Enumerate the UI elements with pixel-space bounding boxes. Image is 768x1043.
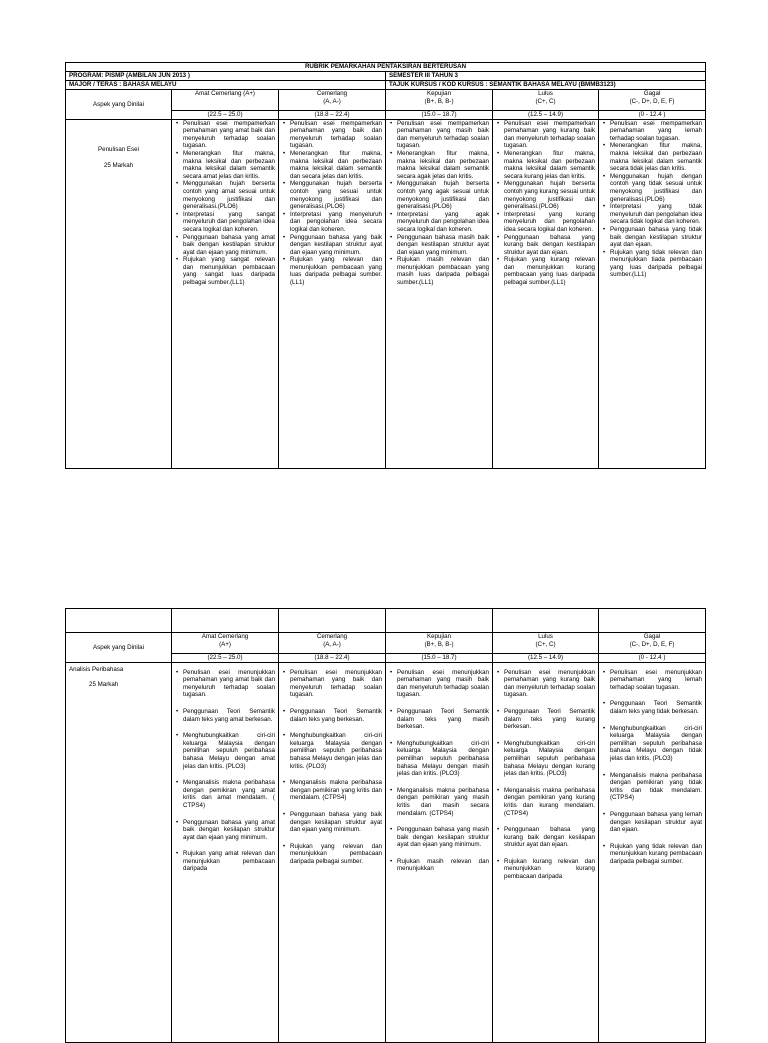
criterion-item: • Menghubungkaitkan ciri-ciri keluarga Malaysia dengan pemilihan sepuluh peribahasa bahasa Melayu dengan amat jelas dan kritis. (PLO3) [183,732,275,770]
criterion-item: • Penggunaan bahasa yang amat baik dengan kesilapan struktur ayat dan ejaan yang minimum. [183,819,275,842]
criterion-item: • Menghubungkaitkan ciri-ciri keluarga Malaysia dengan pemilihan sepuluh peribahasa bahasa Melayu dengan masih jelas dan kritis. (PLO3) [397,740,489,778]
rubric-table-1 [65,62,706,469]
criteria-cell [386,119,493,468]
criterion-item: • Menggunakan hujah berserta contoh yang agak sesuai untuk menyokong justifikasi dan generalisasi.(PLO6) [397,180,489,210]
criterion-item: • Menerangkan fitur makna, makna leksikal dan perbezaan makna leksikal dalam semantik dan secara jelas dan kritis. [290,150,382,180]
aspect-cell [66,662,172,1042]
criteria-list [175,669,275,873]
criterion-item: • Penggunaan Teori Semantik dalam teks yang berkesan. [290,708,382,723]
aspect-header: Aspek yang Dinilai [66,633,172,663]
criterion-item: • Penggunaan bahasa yang tidak baik dengan kestilapan struktur ayat dan ejaan. [610,226,702,249]
level-header: Gagal (C-, D+, D, E, F) [599,90,706,111]
criterion-item: • Penulisan esei mempamerkan pemahaman yang masih baik dan menyeluruh terhadap soalan tugasan. [397,120,489,150]
blank-cell [279,609,386,633]
criterion-item: • Menggunakan hujah berserta contoh yang amat sesuai untuk menyokong justifikasi dan generalisasi.(PLO6) [183,180,275,210]
criterion-item: • Rujukan yang relevan dan menunjukkan pembacaan daripada pelbagai sumber. [290,843,382,866]
criterion-item: • Penulisan esei menunjukkan pemahaman yang masih baik dan menyeluruh terhadap soalan tugasan. [397,669,489,699]
criterion-item: • Rujukan yang tidak relevan dan menunjukkan kurang pembacaan daripada pelbagai sumber. [610,843,702,866]
rubric-table-2 [65,608,706,1043]
criterion-item: • Penulisan esei menunjukkan pemahaman yang lemah terhadap soalan tugasan. [610,669,702,692]
blank-cell [66,609,172,633]
criterion-item: • Rujukan yang kurang relevan dan menunjukkan kurang pembacaan yang luas daripada pelbagai sumber.(LL1) [504,256,595,286]
criterion-item: • Rujukan kurang relevan dan menunjukkan kurang pembacaan daripada [504,858,595,881]
criterion-item: • Penulisan esei mempamerkan pemahaman yang amat baik dan menyeluruh terhadap soalan tugasan. [183,120,275,150]
level-header: Kepujian (B+, B, B-) [386,90,493,111]
score-range: (22.5 – 25.0) [172,111,279,120]
criterion-item: • Rujukan yang sangat relevan dan menunjukkan pembacaan yang sangat luas daripada pelbagai sumber.(LL1) [183,256,275,286]
criterion-item: • Rujukan yang relevan dan menunjukkan pembacaan yang luas daripada pelbagai sumber.(LL1) [290,256,382,286]
criterion-item: • Penggunaan Teori Semantik dalam teks yang amat berkesan. [183,708,275,723]
criteria-cell [279,119,386,468]
level-header: Amat Cemerlang (A+) [172,633,279,654]
criterion-item: • Penggunaan bahasa yang lemah dengan kesilapan struktur ayat dan ejaan. [610,811,702,834]
criteria-list [282,120,382,287]
criteria-list [175,120,275,287]
course-label: TAJUK KURSUS / KOD KURSUS : SEMANTIK BAHASA MELAYU (BMMB3123) [386,81,706,90]
criterion-item: • Penggunaan bahasa yang masih baik dengan kesilapan struktur ayat dan ejaan yang minimum. [397,826,489,849]
criterion-item: • Interpretasi yang tidak menyeluruh dan pengolahan idea secara tidak logikal dan koheren. [610,203,702,226]
aspect-name: Penulisan Esei [98,145,139,153]
criterion-item: • Penggunaan Teori Semantik dalam teks yang masih berkesan. [397,708,489,731]
blank-cell [599,609,706,633]
aspect-name: Analisis Peribahasa [69,665,124,673]
criterion-item: • Penulisan esei menunjukkan pemahaman yang baik dan menyeluruh terhadap soalan tugasan. [290,669,382,699]
aspect-cell [66,119,172,468]
criterion-item: • Penggunaan Teori Semantik dalam teks yang tidak berkesan. [610,700,702,715]
criteria-cell [599,662,706,1042]
criteria-cell [279,662,386,1042]
criterion-item: • Rujukan masih relevan dan menunjukkan pembacaan yang masih luas daripada pelbagai sumber.(LL1) [397,256,489,286]
score-range: (18.8 – 22.4) [279,654,386,663]
program-label: PROGRAM: PISMP (AMBILAN JUN 2013 ) [66,72,386,81]
criterion-item: • Rujukan yang tidak relevan dan menunjukkan tiada pembacaan yang luas daripada pelbagai sumber.(LL1) [610,249,702,279]
criterion-item: • Menghubungkaitkan ciri-ciri keluarga Malaysia dengan pemilihan sepuluh peribahasa bahasa Melayu dengan tidak jelas dan kritis. (PLO3) [610,725,702,763]
criterion-item: • Penggunaan bahasa masih baik dengan kestilapan struktur ayat dan ejaan yang minimum. [397,234,489,257]
criterion-item: • Penggunaan bahasa yang baik dengan kestilapan struktur ayat dan ejaan yang minimum. [290,234,382,257]
major-label: MAJOR / TERAS : BAHASA MELAYU [66,81,386,90]
criterion-item: • Menghubungkaitkan ciri-ciri keluarga Malaysia dengan pemilihan sepuluh peribahasa bahasa Melayu dengan kurang jelas dan kritis. (PLO3) [504,740,595,778]
criterion-item: • Interpretasi yang kurang menyeluruh dan pengolahan idea secara logikal dan koheren. [504,211,595,234]
score-range: (0 - 12.4 ) [599,111,706,120]
criteria-cell [599,119,706,468]
criterion-item: • Menerangkan fitur makna, makna leksikal dan perbezaan makna leksikal dalam semantik secara agak jelas dan kritis. [397,150,489,180]
score-range: (12.5 – 14.9) [493,654,599,663]
criterion-item: • Menggunakan hujah berserta contoh yang kurang sesuai untuk menyokong justifikasi dan generalisasi.(PLO6) [504,180,595,210]
blank-cell [172,609,279,633]
criterion-item: • Rujukan yang amat relevan dan menunjukkan pembacaan daripada [183,850,275,873]
criterion-item: • Penggunaan bahasa yang kurang baik dengan kestilapan struktur ayat dan ejaan. [504,234,595,257]
score-range: (15.0 – 18.7) [386,111,493,120]
blank-cell [386,609,493,633]
criterion-item: • Menggunakan hujah dengan contoh yang tidak sesuai untuk menyokong justifikasi dan generalisasi.(PLO6) [610,173,702,203]
score-range: (15.0 – 18.7) [386,654,493,663]
criterion-item: • Penggunaan bahasa yang amat baik dengan kestilapan struktur ayat dan ejaan yang minimum. [183,234,275,257]
criterion-item: • Interpretasi yang agak menyeluruh dan pengolahan idea secara logikal dan koheren. [397,211,489,234]
level-header: Cemerlang (A, A-) [279,633,386,654]
criteria-cell [172,119,279,468]
criterion-item: • Penulisan esei mempamerkan pemahaman yang lemah terhadap soalan tugasan. [610,120,702,143]
criteria-cell [493,119,599,468]
score-range: (12.5 – 14.9) [493,111,599,120]
score-range: (18.8 – 22.4) [279,111,386,120]
criterion-item: • Interpretasi yang menyeluruh dan pengolahan idea secara logikal dan koheren. [290,211,382,234]
level-header: Kepujian (B+, B, B-) [386,633,493,654]
criteria-list [496,120,595,287]
aspect-marks: 25 Markah [89,681,119,689]
criterion-item: • Penulisan esei menunjukkan pemahaman yang amat baik dan menyeluruh terhadap soalan tugasan. [183,669,275,699]
score-range: (22.5 – 25.0) [172,654,279,663]
score-range: (0 - 12.4 ) [599,654,706,663]
criteria-list [496,669,595,881]
blank-cell [493,609,599,633]
criterion-item: • Menganalisis makna peribahasa dengan pemikiran yang kritis dan mendalam. (CTPS4) [290,779,382,802]
criterion-item: • Rujukan masih relevan dan menunjukkan [397,858,489,873]
criterion-item: • Menghubungkaitkan ciri-ciri keluarga Malaysia dengan pemilihan sepuluh peribahasa bahasa Melayu dengan jelas dan kritis. (PLO3) [290,732,382,770]
level-header: Lulus (C+, C) [493,633,599,654]
criterion-item: • Penggunaan Teori Semantik dalam teks yang kurang berkesan. [504,708,595,731]
criteria-cell [172,662,279,1042]
criteria-list [282,669,382,866]
criterion-item: • Penulisan esei mempamerkan pemahaman yang baik dan menyeluruh terhadap soalan tugasan. [290,120,382,150]
criterion-item: • Menerangkan fitur makna, makna leksikal dan perbezaan makna leksikal dalam semantik secara kurang jelas dan kritis. [504,150,595,180]
rubric-title: RUBRIK PEMARKAHAN PENTAKSIRAN BERTERUSAN [66,63,706,72]
criterion-item: • Menganalisis makna peribahasa dengan pemikiran yang kurang kritis dan kurang mendalam. (CTPS4) [504,787,595,817]
criteria-list [389,120,489,287]
level-header: Amat Cemerlang (A+) [172,90,279,111]
aspect-header: Aspek yang Dinilai [66,90,172,120]
criteria-list [602,669,702,866]
level-header: Lulus (C+, C) [493,90,599,111]
criterion-item: • Menganalisis makna peribahasa dengan pemikiran yang masih kritis dan masih secara mendalam. (CTPS4) [397,787,489,817]
semester-label: SEMESTER III TAHUN 3 [386,72,706,81]
criterion-item: • Penulisan esei mempamerkan pemahaman yang kurang baik dan menyeluruh terhadap soalan tugasan. [504,120,595,150]
level-header: Cemerlang (A, A-) [279,90,386,111]
criterion-item: • Menganalisis makna peribahasa dengan pemikiran yang amat kritis dan amat mendalam. ( CTPS4) [183,779,275,809]
criterion-item: • Penulisan esei menunjukkan pemahaman yang kurang baik dan menyeluruh terhadap soalan tugasan. [504,669,595,699]
aspect-marks: 25 Markah [103,162,134,170]
level-header: Gagal (C-, D+, D, E, F) [599,633,706,654]
criterion-item: • Menerangkan fitur makna, makna leksikal dan perbezaan makna leksikal dalam semantik secara tidak jelas dan kritis. [610,142,702,172]
criterion-item: • Penggunaan bahasa yang kurang baik dengan kesilapan struktur ayat dan ejaan. [504,826,595,849]
criterion-item: • Interpretasi yang sangat menyeluruh dan pengolahan idea secara logikal dan koheren. [183,211,275,234]
criterion-item: • Penggunaan bahasa yang baik dengan kesilapan struktur ayat dan ejaan yang minimum. [290,811,382,834]
criteria-cell [386,662,493,1042]
criterion-item: • Menggunakan hujah berserta contoh yang sesuai untuk menyokong justifikasi dan generalisasi.(PLO6) [290,180,382,210]
criteria-list [389,669,489,873]
criteria-list [602,120,702,279]
criteria-cell [493,662,599,1042]
criterion-item: • Menerangkan fitur makna, makna leksikal dan perbezaan makna leksikal dalam semantik secara amat jelas dan kritis. [183,150,275,180]
criterion-item: • Menganalisis makna peribahasa dengan pemikiran yang tidak kritis dan tidak mendalam. (CTPS4) [610,772,702,802]
